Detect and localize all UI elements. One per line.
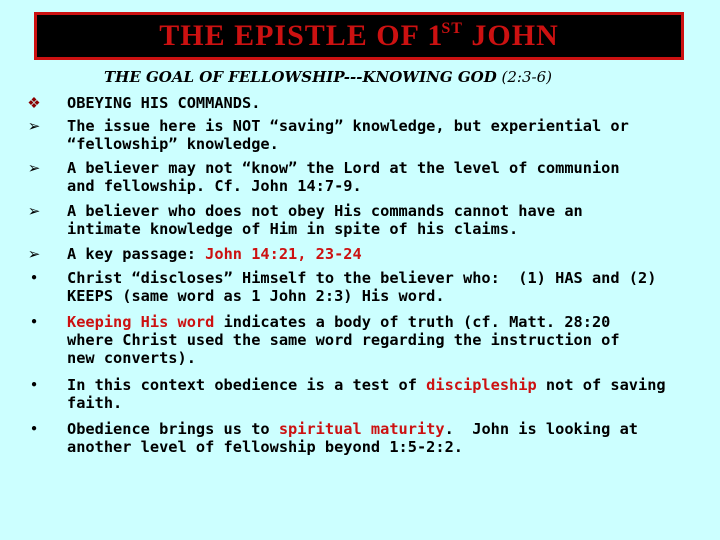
arrow-bullet-icon: ➢ — [27, 159, 41, 177]
dot-bullet-icon: • — [29, 420, 39, 438]
dot-bullet-icon: • — [29, 269, 39, 287]
list-item-text: OBEYING HIS COMMANDS. — [67, 94, 261, 112]
dot-bullet-icon: • — [29, 376, 39, 394]
list-item-text: A believer may not “know” the Lord at the level of communion and fellowship. Cf. John 14:7-9. — [67, 159, 620, 195]
arrow-bullet-icon: ➢ — [27, 202, 41, 220]
title-banner — [34, 12, 684, 60]
arrow-bullet-icon: ➢ — [27, 117, 41, 135]
dot-bullet-icon: • — [29, 313, 39, 331]
scripture-reference: John 14:21, 23-24 — [205, 245, 362, 263]
list-item-text: Keeping His word indicates a body of truth (cf. Matt. 28:20 where Christ used the same word regarding the instruction of new converts). — [67, 313, 620, 367]
list-item-text: The issue here is NOT “saving” knowledge, but experiential or “fellowship” knowledge. — [67, 117, 629, 153]
arrow-bullet-icon: ➢ — [27, 245, 41, 263]
list-item-text: Christ “discloses” Himself to the believer who: (1) HAS and (2) KEEPS (same word as 1 John 2:3) His word. — [67, 269, 657, 305]
highlighted-phrase: Keeping His word — [67, 313, 215, 331]
slide-subtitle: THE GOAL OF FELLOWSHIP---KNOWING GOD (2:3-6) — [104, 68, 552, 86]
list-item-text: Obedience brings us to spiritual maturity. John is looking at another level of fellowship beyond 1:5-2:2. — [67, 420, 639, 456]
highlighted-phrase: discipleship — [426, 376, 537, 394]
highlighted-phrase: spiritual maturity — [278, 420, 445, 438]
list-item-text: A believer who does not obey His commands cannot have an intimate knowledge of Him in spite of his claims. — [67, 202, 583, 238]
list-item-text: In this context obedience is a test of discipleship not of saving faith. — [67, 376, 666, 412]
diamond-bullet-icon: ❖ — [27, 94, 41, 112]
slide-title: THE EPISTLE OF 1ST JOHN — [159, 19, 559, 52]
list-item-text: A key passage: John 14:21, 23-24 — [67, 245, 362, 263]
